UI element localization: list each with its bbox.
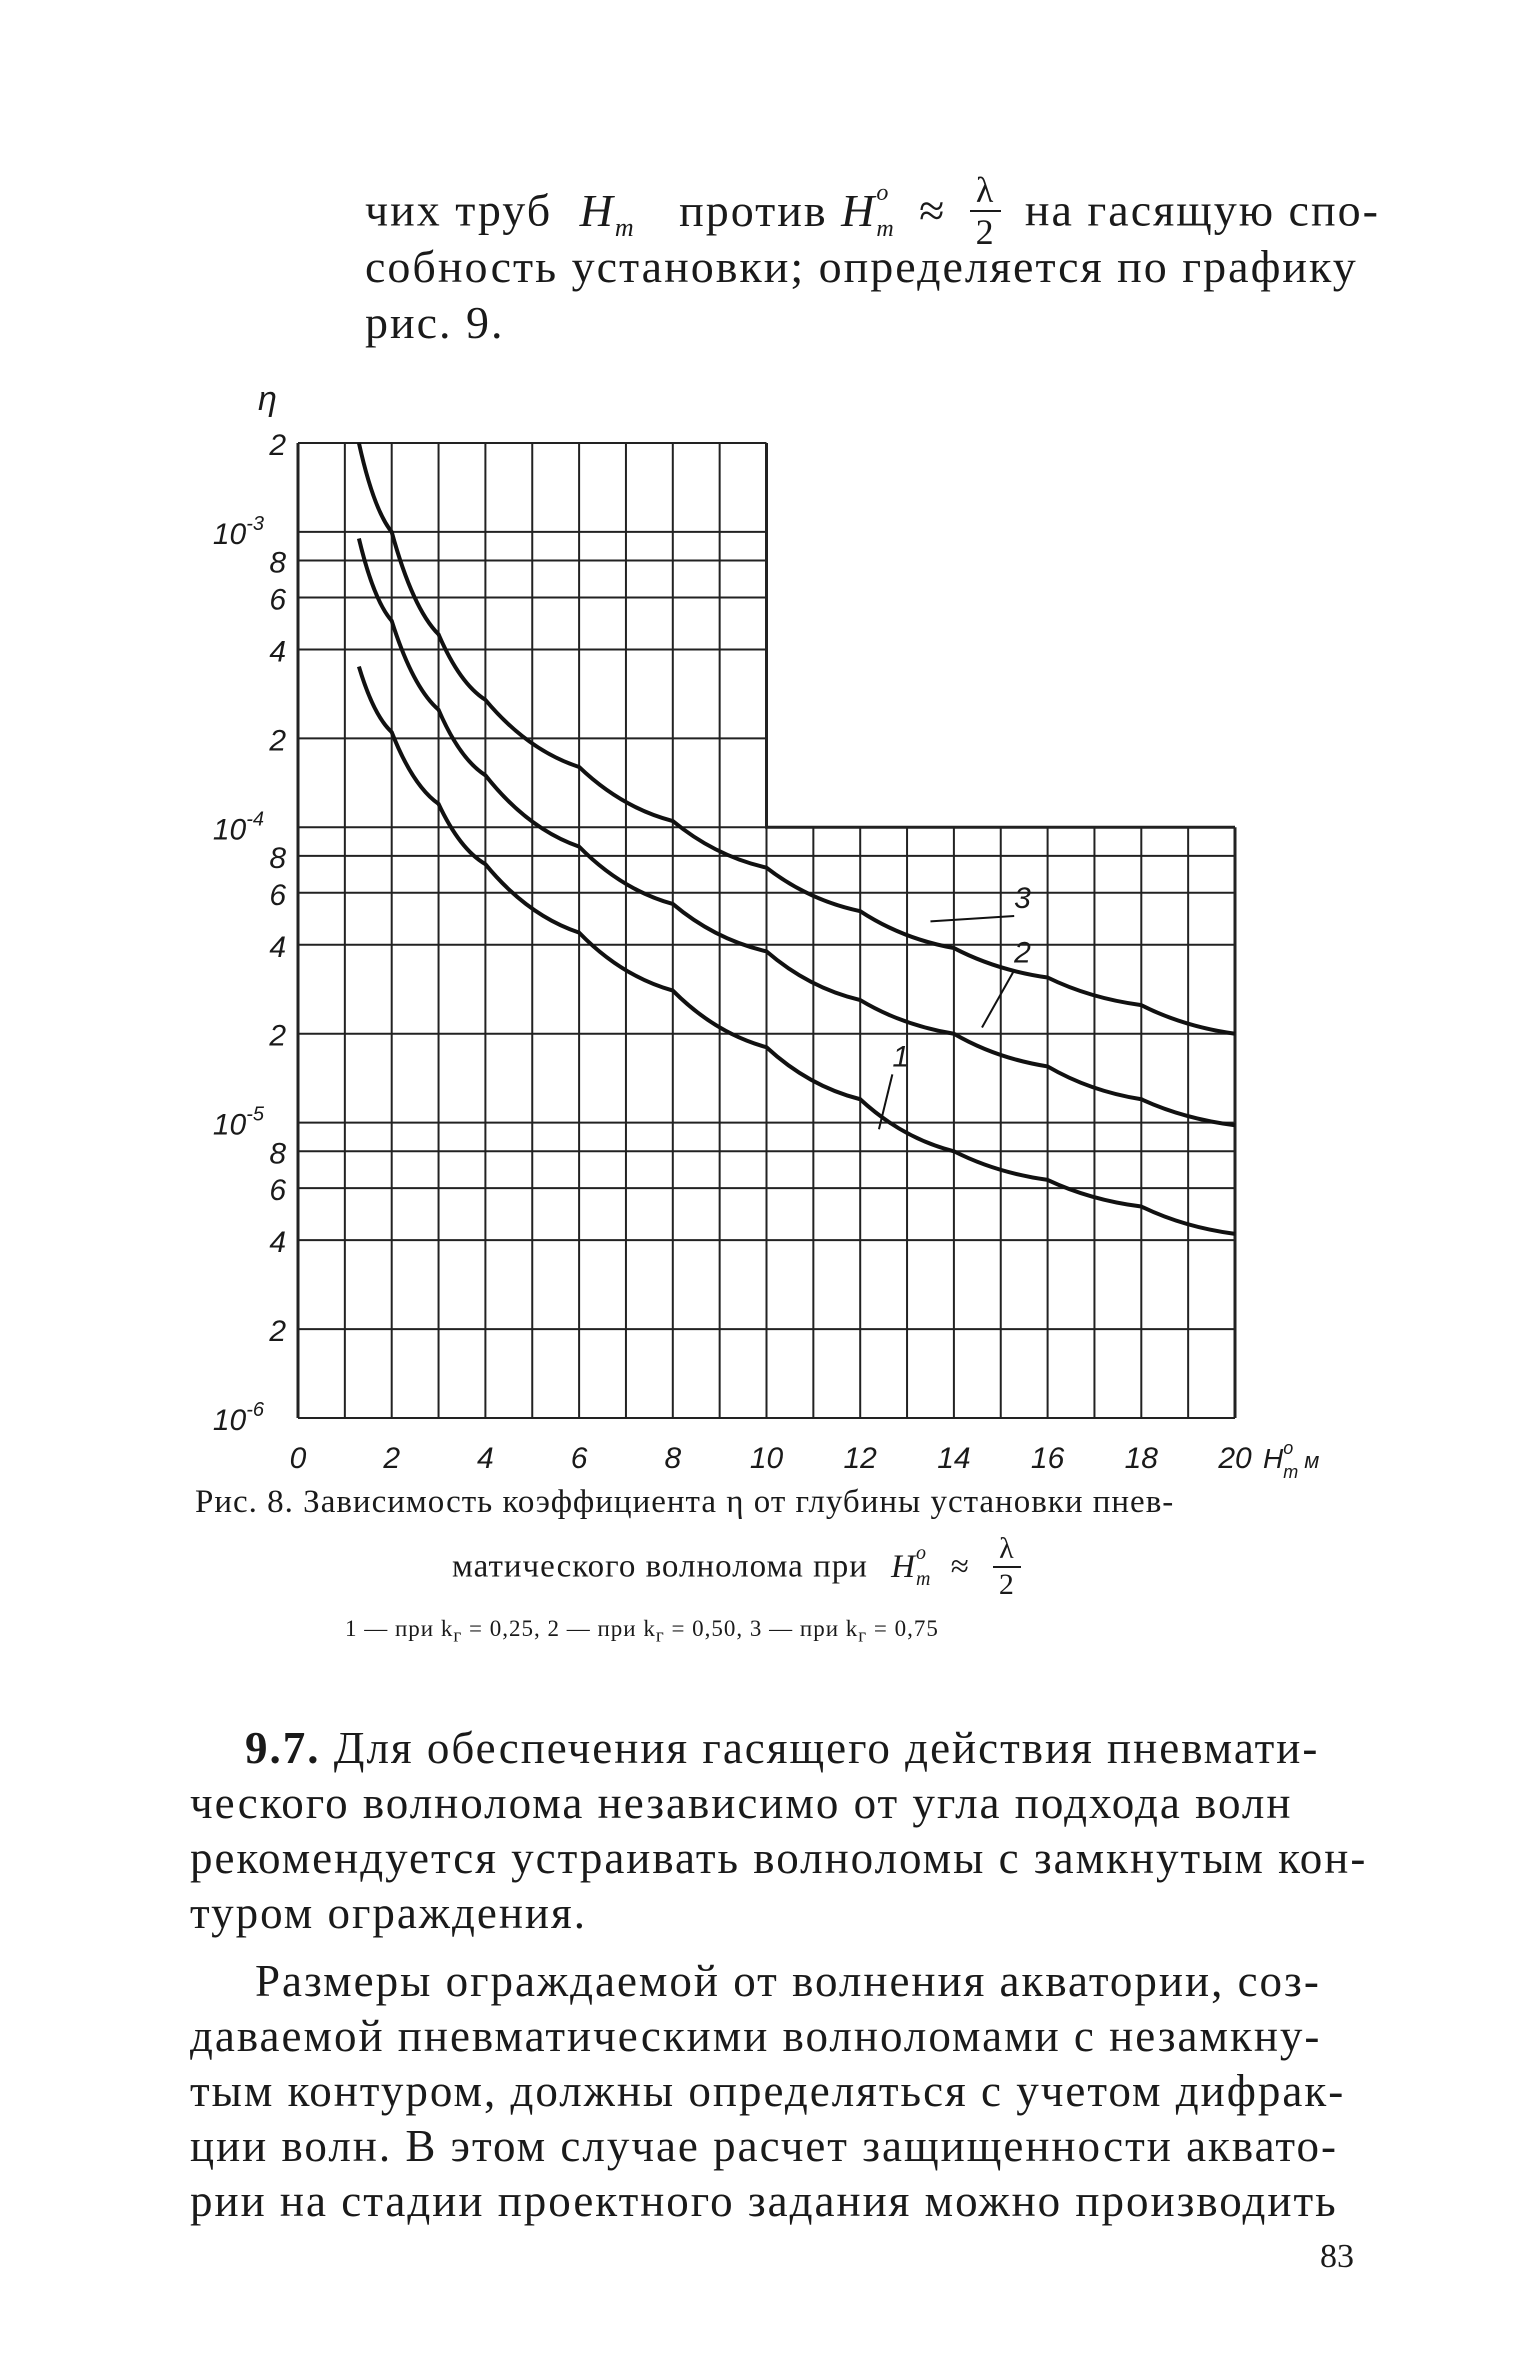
- curve-1: [359, 667, 1235, 1234]
- lambda-fraction: $\frac{\lambda}{2}$: [970, 172, 1001, 250]
- h0-symbol: H о т: [841, 179, 896, 242]
- y-tick-exponent: -4: [246, 808, 264, 831]
- y-tick-label: 4: [269, 930, 286, 964]
- caption-lambda-fraction: $\frac{\lambda}{2}$: [993, 1534, 1021, 1600]
- x-axis-label-sup: о: [1283, 1438, 1294, 1458]
- para1-line-4: туром ограждения.: [190, 1888, 587, 1938]
- intro-text-a: чих труб: [365, 184, 553, 236]
- chart-frame-step: [767, 443, 1236, 827]
- y-tick-label: 2: [269, 1019, 286, 1053]
- x-axis-label-sub: т: [1283, 1462, 1299, 1482]
- y-tick-label: 2: [269, 1315, 286, 1349]
- y-tick-label: 6: [269, 1174, 286, 1208]
- x-tick-label: 6: [570, 1442, 588, 1475]
- x-tick-label: 0: [289, 1442, 307, 1475]
- para1-line-3: рекомендуется устраивать волноломы с замкнутым кон-: [190, 1833, 1368, 1883]
- y-tick-exponent: -5: [246, 1103, 264, 1126]
- y-tick-label: 6: [269, 583, 286, 617]
- curve-label-2: 2: [1014, 936, 1031, 970]
- y-tick-label: $10^{-6}$: [212, 1399, 264, 1437]
- figure-caption-line-1: Рис. 8. Зависимость коэффициента η от глубины установки пнев-: [195, 1484, 1175, 1520]
- chart-curves: [359, 443, 1235, 1234]
- curve-2: [359, 538, 1235, 1125]
- y-axis-label: η: [258, 380, 277, 418]
- intro-line-2: собность установки; определяется по графику: [365, 241, 1358, 292]
- y-tick-label: 4: [269, 635, 286, 669]
- y-tick-label: 4: [269, 1226, 286, 1260]
- x-tick-label: 18: [1124, 1442, 1158, 1475]
- intro-line-3: рис. 9.: [365, 297, 505, 348]
- x-tick-label: 4: [477, 1442, 494, 1475]
- intro-text-b: против: [679, 184, 828, 236]
- figure-caption-line-2: матического волнолома при H о т ≈ $\frac{\lambda}{2}$: [452, 1536, 1021, 1602]
- caption-approx: ≈: [950, 1548, 970, 1585]
- x-tick-label: 10: [749, 1442, 784, 1475]
- chart-grid: [298, 443, 1235, 1418]
- curve-label-leader: [982, 970, 1014, 1027]
- intro-text-c: на гасящую спо-: [1024, 184, 1380, 236]
- y-tick-label: 6: [269, 878, 286, 912]
- ht-symbol: $H_т$: [579, 184, 636, 242]
- para2-line-5: рии на стадии проектного задания можно производить: [190, 2176, 1338, 2226]
- y-tick-exponent: -6: [246, 1399, 264, 1421]
- para1-line-2: ческого волнолома независимо от угла подхода волн: [190, 1778, 1293, 1828]
- para1-line-1: 9.7. Для обеспечения гасящего действия пневмати-: [245, 1723, 1320, 1773]
- y-tick-exponent: -3: [246, 512, 264, 535]
- para2-line-2: даваемой пневматическими волноломами с незамкну-: [190, 2011, 1322, 2061]
- y-tick-label: 8: [269, 546, 286, 580]
- x-tick-label: 20: [1218, 1442, 1252, 1475]
- y-tick-label: $10^{-4}$: [212, 808, 264, 847]
- x-tick-label: 8: [664, 1442, 682, 1475]
- caption-h-symbol: H о т: [891, 1541, 932, 1590]
- y-tick-label: 2: [269, 429, 286, 462]
- para2-line-3: тым контуром, должны определяться с учетом дифрак-: [190, 2066, 1346, 2116]
- curve-label-3: 3: [1014, 881, 1031, 915]
- y-tick-label: $10^{-3}$: [212, 512, 264, 551]
- y-tick-label: 8: [269, 1137, 286, 1171]
- figure-legend-line: 1 — при $k_г = 0,25$, 2 — при $k_г = 0,50$, 3 — при $k_г = 0,75$: [345, 1616, 939, 1647]
- y-tick-label: 2: [269, 724, 286, 758]
- approx-sign: ≈: [919, 184, 947, 236]
- x-tick-label: 16: [1030, 1442, 1065, 1475]
- x-axis-label: $H^о$ т $^м$: [1263, 1438, 1320, 1482]
- para2-line-1: Размеры ограждаемой от волнения акватории, соз-: [255, 1956, 1321, 2006]
- x-tick-label: 2: [383, 1442, 401, 1475]
- x-tick-label: 14: [937, 1442, 971, 1475]
- y-tick-label: $10^{-5}$: [212, 1103, 264, 1142]
- curve-label-1: 1: [892, 1040, 910, 1074]
- x-axis-label-unit: м: [1304, 1448, 1320, 1473]
- para2-line-4: ции волн. В этом случае расчет защищенности аквато-: [190, 2121, 1338, 2171]
- page-number: 83: [1320, 2238, 1354, 2275]
- y-tick-label: 8: [269, 841, 286, 875]
- x-tick-label: 12: [843, 1442, 877, 1475]
